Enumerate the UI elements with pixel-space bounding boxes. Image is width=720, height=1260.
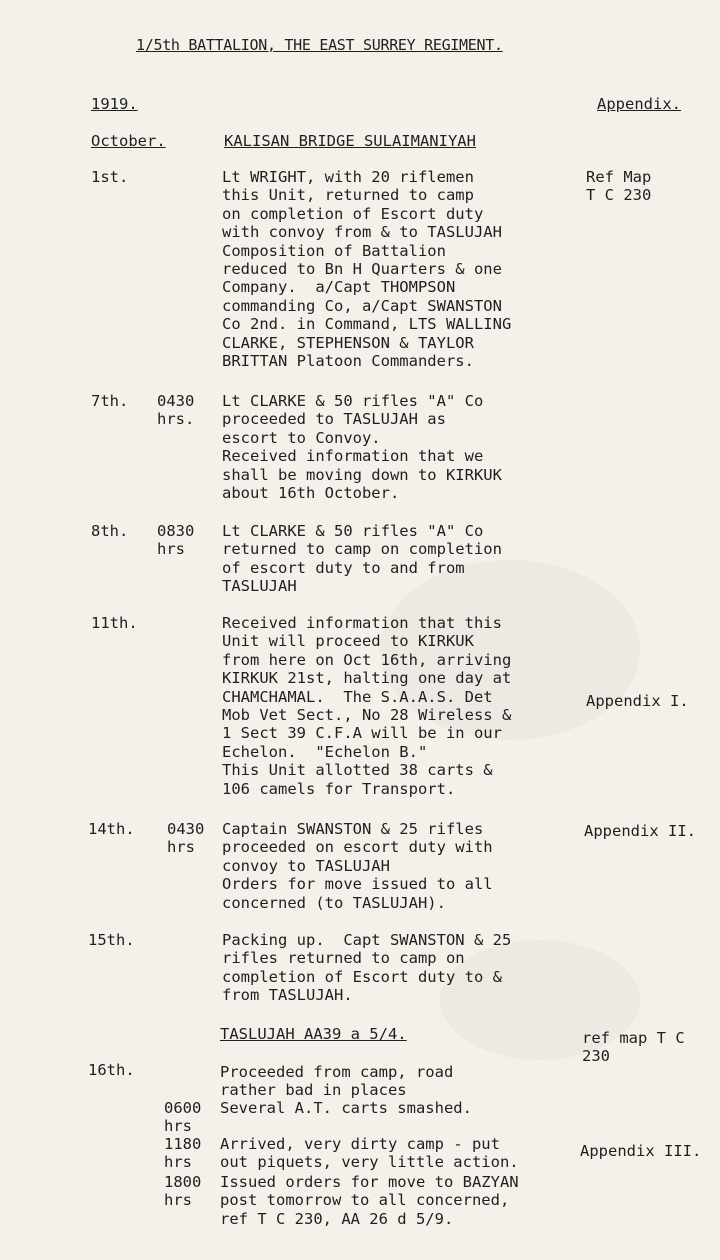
entry-time: 0830 hrs [157,522,195,559]
entry-text: Issued orders for move to BAZYAN post tomorrow to all concerned, ref T C 230, AA 26 d 5/9. [220,1173,519,1228]
entry-text: Several A.T. carts smashed. [220,1099,472,1117]
entry-text: Lt WRIGHT, with 20 riflemen this Unit, returned to camp on completion of Escort duty with convoy from & to TASLUJAH Composition of Battalion reduced to Bn H Quarters & one Company. a/Capt THOMPSON commanding Co, a/Capt SWANSTON Co 2nd. in Command, LTS WALLING CLARKE, STEPHENSON & TAYLOR BRITTAN Platoon Commanders. [222,168,512,371]
entry-time: 0600 hrs [164,1099,202,1136]
entry-reference: Appendix II. [584,822,696,840]
entry-text: Packing up. Capt SWANSTON & 25 rifles returned to camp on completion of Escort duty to & from TASLUJAH. [222,931,512,1005]
entry-reference: ref map T C 230 [582,1029,685,1066]
location-heading: KALISAN BRIDGE SULAIMANIYAH [224,132,476,150]
entry-date: 16th. [88,1061,135,1079]
entry-date: 7th. [91,392,129,410]
page-title: 1/5th BATTALION, THE EAST SURREY REGIMENT. [136,36,503,54]
entry-time: 1800 hrs [164,1173,202,1210]
year-heading: 1919. [91,95,138,113]
entry-reference: Appendix III. [580,1142,702,1160]
entry-time: 0430 hrs. [157,392,195,429]
location-heading: TASLUJAH AA39 a 5/4. [220,1025,407,1043]
entry-time: 1180 hrs [164,1135,202,1172]
month-heading: October. [91,132,166,150]
entry-text: Arrived, very dirty camp - put out piquets, very little action. [220,1135,519,1172]
entry-text: Lt CLARKE & 50 rifles "A" Co proceeded to TASLUJAH as escort to Convoy. Received information that we shall be moving down to KIRKUK about 16th October. [222,392,502,503]
entry-text: Captain SWANSTON & 25 rifles proceeded on escort duty with convoy to TASLUJAH Orders for move issued to all concerned (to TASLUJAH). [222,820,493,912]
appendix-column-heading: Appendix. [597,95,681,113]
entry-reference: Appendix I. [586,692,689,710]
entry-date: 15th. [88,931,135,949]
entry-text: Lt CLARKE & 50 rifles "A" Co returned to camp on completion of escort duty to and from TASLUJAH [222,522,502,596]
entry-reference: Ref Map T C 230 [586,168,652,205]
entry-text: Proceeded from camp, road rather bad in places [220,1063,454,1100]
entry-date: 8th. [91,522,129,540]
entry-text: Received information that this Unit will proceed to KIRKUK from here on Oct 16th, arriving KIRKUK 21st, halting one day at CHAMCHAMAL. The S.A.A.S. Det Mob Vet Sect., No 28 Wireless & 1 Sect 39 C.F.A will be in our Echelon. "Echelon B." This Unit allotted 38 carts & 106 camels for Transport. [222,614,512,798]
entry-date: 1st. [91,168,129,186]
entry-date: 11th. [91,614,138,632]
entry-time: 0430 hrs [167,820,205,857]
entry-date: 14th. [88,820,135,838]
